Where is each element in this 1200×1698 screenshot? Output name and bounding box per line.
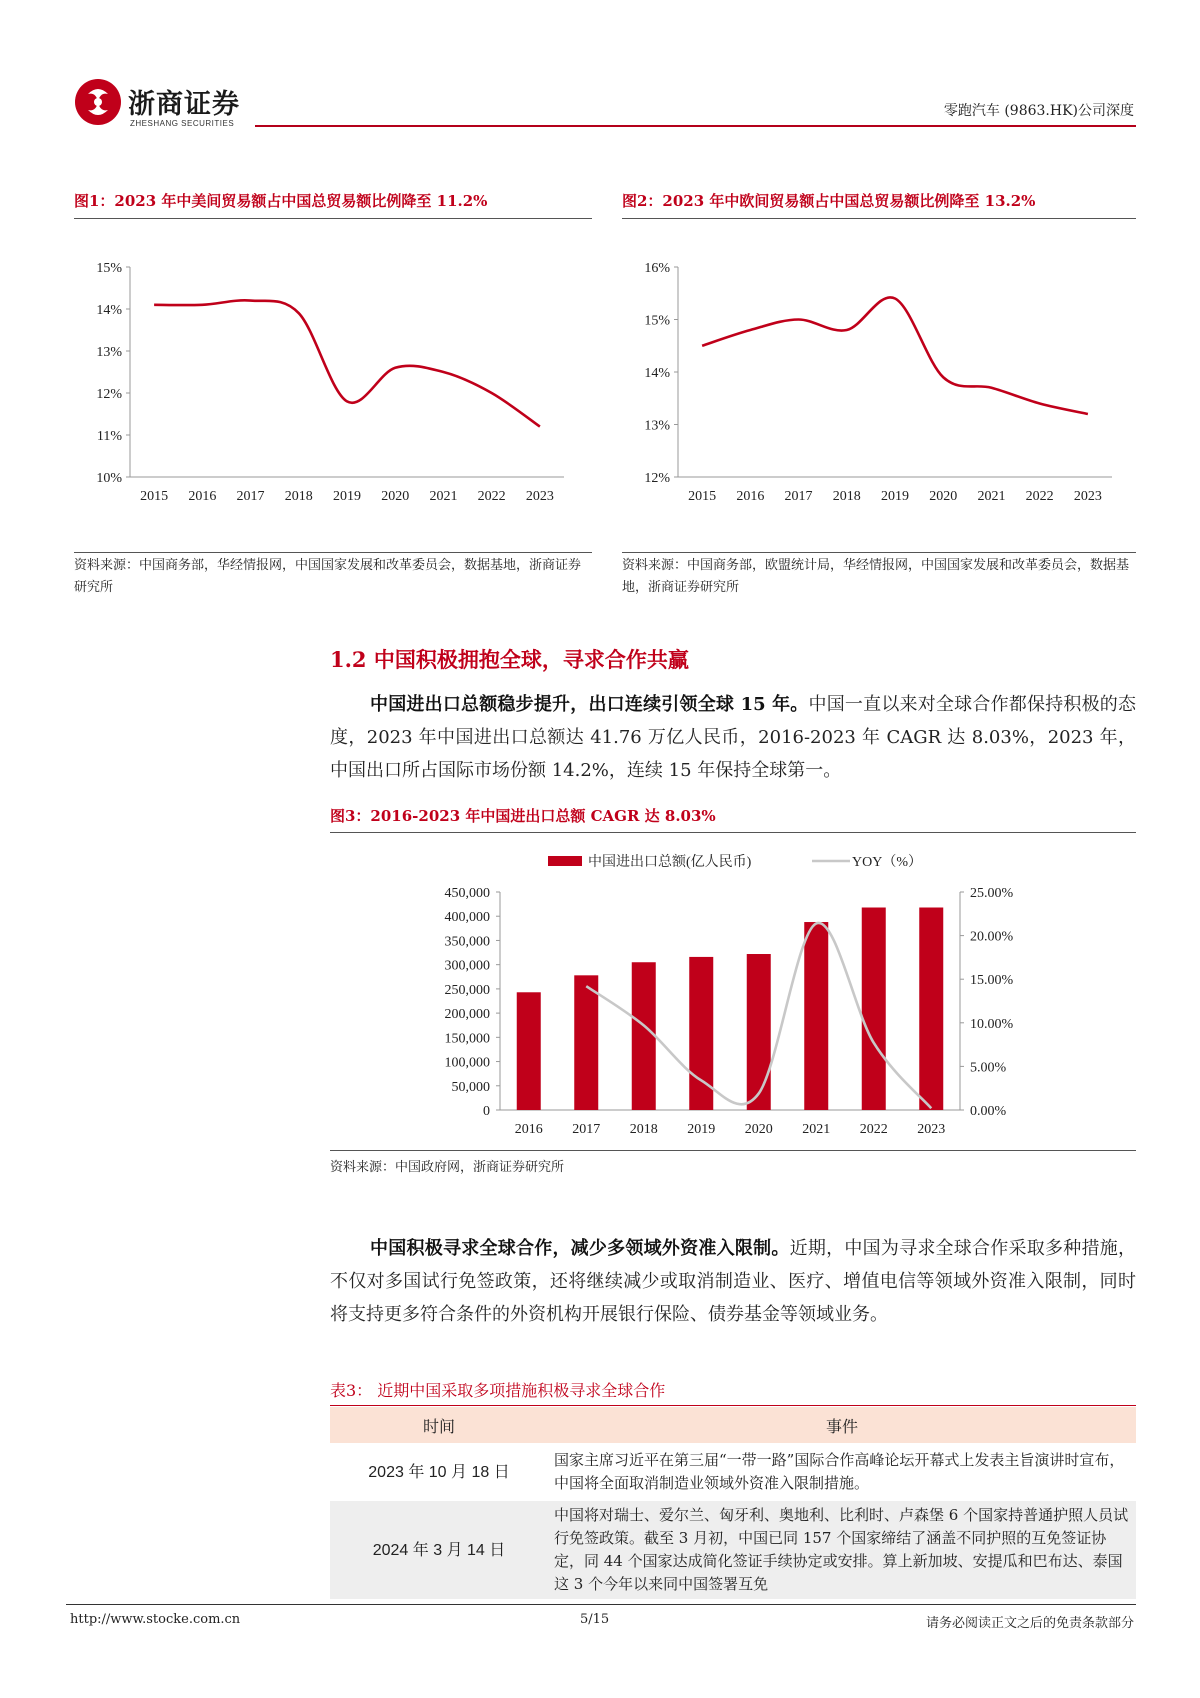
fig2-x-tick-label: 2016 bbox=[736, 489, 765, 504]
fig3-x-tick-label: 2019 bbox=[687, 1122, 716, 1136]
fig3-right-tick-label: 0.00% bbox=[970, 1104, 1007, 1119]
fig3-legend-bar-label: 中国进出口总额(亿人民币) bbox=[588, 855, 752, 870]
fig3-bar bbox=[517, 992, 541, 1110]
fig1-x-tick-label: 2015 bbox=[140, 489, 169, 504]
table-cell-time: 2023 年 10 月 18 日 bbox=[330, 1443, 548, 1501]
zheshang-logo-icon bbox=[74, 78, 122, 126]
fig3-x-tick-label: 2022 bbox=[859, 1122, 888, 1136]
fig1-x-tick-label: 2020 bbox=[381, 489, 410, 504]
fig1-y-tick-label: 13% bbox=[96, 345, 122, 360]
paragraph-1-text: 中国一直以来对全球合作都保持积极的态度，2023 年中国进出口总额达 41.76 万亿人民币，2016-2023 年 CAGR 达 8.03%，2023 年，中国出口所占国际市场份额 14.2%，连续 15 年保持全球第一。 bbox=[330, 694, 1136, 781]
fig1-title: 图1：2023 年中美间贸易额占中国总贸易额比例降至 11.2% bbox=[74, 192, 488, 210]
fig3-left-tick-label: 300,000 bbox=[444, 958, 490, 974]
brand-name-cn: 浙商证券 bbox=[128, 89, 240, 120]
fig1-y-tick-label: 11% bbox=[96, 429, 122, 444]
fig3-title: 图3：2016-2023 年中国进出口总额 CAGR 达 8.03% bbox=[330, 807, 716, 825]
fig3-right-tick-label: 15.00% bbox=[970, 973, 1014, 989]
fig2-y-tick-label: 13% bbox=[644, 418, 670, 434]
fig3-left-tick-label: 450,000 bbox=[444, 886, 490, 901]
fig2-line-chart bbox=[622, 255, 1136, 515]
fig3-left-tick-label: 150,000 bbox=[444, 1031, 490, 1047]
events-table bbox=[330, 1407, 1136, 1599]
fig2-x-tick-label: 2023 bbox=[1073, 489, 1102, 504]
table-row bbox=[330, 1443, 1136, 1501]
table3-top-rule bbox=[330, 1405, 1136, 1406]
fig2-x-tick-label: 2022 bbox=[1025, 489, 1054, 504]
section-title: 1.2 中国积极拥抱全球，寻求合作共赢 bbox=[330, 647, 689, 672]
fig3-right-tick-label: 20.00% bbox=[970, 929, 1014, 945]
fig3-left-tick-label: 400,000 bbox=[444, 910, 490, 926]
fig2-y-tick-label: 16% bbox=[644, 261, 670, 276]
fig1-bottom-rule bbox=[74, 552, 592, 553]
page-number: 5/15 bbox=[580, 1612, 610, 1627]
footer-divider bbox=[66, 1604, 1136, 1605]
fig3-bar bbox=[804, 922, 828, 1110]
fig2-y-tick-label: 12% bbox=[644, 471, 670, 486]
table-cell-time: 2024 年 3 月 14 日 bbox=[330, 1501, 548, 1599]
fig3-left-tick-label: 50,000 bbox=[451, 1079, 490, 1095]
fig1-x-tick-label: 2019 bbox=[333, 489, 361, 504]
fig3-legend-line-label: YOY（%） bbox=[852, 855, 922, 870]
fig2-y-tick-label: 15% bbox=[644, 313, 670, 329]
fig1-y-tick-label: 12% bbox=[96, 387, 122, 402]
fig2-x-tick-label: 2018 bbox=[832, 489, 861, 504]
table-header-event: 事件 bbox=[548, 1407, 1136, 1443]
brand-name-en: ZHESHANG SECURITIES bbox=[130, 119, 235, 128]
fig3-bottom-rule bbox=[330, 1150, 1136, 1151]
fig1-x-tick-label: 2017 bbox=[236, 489, 265, 504]
table-cell-event: 国家主席习近平在第三届“一带一路”国际合作高峰论坛开幕式上发表主旨演讲时宣布，中国将全面取消制造业领域外资准入限制措施。 bbox=[548, 1443, 1136, 1501]
fig1-x-tick-label: 2018 bbox=[284, 489, 313, 504]
fig3-left-tick-label: 350,000 bbox=[444, 934, 490, 950]
fig2-x-tick-label: 2015 bbox=[688, 489, 717, 504]
fig3-bar bbox=[574, 975, 598, 1110]
fig2-y-tick-label: 14% bbox=[644, 366, 670, 381]
fig3-x-tick-label: 2023 bbox=[917, 1122, 946, 1136]
fig1-series-line bbox=[154, 300, 540, 426]
fig3-source: 资料来源：中国政府网，浙商证券研究所 bbox=[330, 1160, 565, 1175]
fig3-right-tick-label: 25.00% bbox=[970, 886, 1014, 901]
fig3-bar bbox=[747, 954, 771, 1110]
fig2-x-tick-label: 2019 bbox=[881, 489, 909, 504]
fig3-x-tick-label: 2018 bbox=[629, 1122, 658, 1136]
fig3-left-tick-label: 250,000 bbox=[444, 982, 490, 998]
fig1-y-tick-label: 10% bbox=[96, 471, 122, 486]
paragraph-2-lead: 中国积极寻求全球合作，减少多领域外资准入限制。 bbox=[370, 1238, 790, 1259]
fig3-x-tick-label: 2016 bbox=[514, 1122, 543, 1136]
fig3-x-tick-label: 2021 bbox=[802, 1122, 831, 1136]
fig1-x-tick-label: 2022 bbox=[477, 489, 506, 504]
fig2-x-tick-label: 2021 bbox=[977, 489, 1006, 504]
fig2-x-tick-label: 2017 bbox=[784, 489, 813, 504]
table-row bbox=[330, 1501, 1136, 1599]
fig2-series-line bbox=[702, 297, 1088, 414]
report-title: 零跑汽车 (9863.HK)公司深度 bbox=[943, 103, 1134, 119]
table3-title: 表3： 近期中国采取多项措施积极寻求全球合作 bbox=[330, 1381, 666, 1400]
fig1-x-tick-label: 2016 bbox=[188, 489, 217, 504]
table-header-time: 时间 bbox=[330, 1407, 548, 1443]
fig3-bar bbox=[632, 962, 656, 1110]
fig1-x-tick-label: 2021 bbox=[429, 489, 458, 504]
fig2-bottom-rule bbox=[622, 552, 1136, 553]
fig3-left-tick-label: 100,000 bbox=[444, 1055, 490, 1071]
footer-disclaimer: 请务必阅读正文之后的免责条款部分 bbox=[925, 1616, 1134, 1631]
fig1-y-tick-label: 14% bbox=[96, 303, 122, 318]
fig3-left-tick-label: 0 bbox=[483, 1104, 490, 1119]
table-cell-event: 中国将对瑞士、爱尔兰、匈牙利、奥地利、比利时、卢森堡 6 个国家持普通护照人员试行免签政策。截至 3 月初，中国已同 157 个国家缔结了涵盖不同护照的互免签证协定，同 44 个国家达成简化签证手续协定或安排。算上新加坡、安提瓜和巴布达、泰国这 3 个今年以来同中国签署互免 bbox=[548, 1501, 1136, 1599]
table-header-row bbox=[330, 1407, 1136, 1443]
section-paragraph-2 bbox=[330, 1232, 1136, 1331]
fig3-legend-bar-swatch bbox=[548, 856, 582, 866]
fig1-source: 资料来源：中国商务部，华经情报网，中国国家发展和改革委员会，数据基地，浙商证券研究所 bbox=[74, 558, 582, 595]
fig1-x-tick-label: 2023 bbox=[525, 489, 554, 504]
fig3-bar bbox=[862, 908, 886, 1110]
fig2-source: 资料来源：中国商务部，欧盟统计局，华经情报网，中国国家发展和改革委员会，数据基地，浙商证券研究所 bbox=[622, 558, 1130, 595]
fig3-bar-chart bbox=[330, 836, 1136, 1136]
fig2-title: 图2：2023 年中欧间贸易额占中国总贸易额比例降至 13.2% bbox=[622, 192, 1036, 210]
fig3-top-rule bbox=[330, 832, 1136, 833]
paragraph-1-lead: 中国进出口总额稳步提升，出口连续引领全球 15 年。 bbox=[370, 694, 809, 715]
fig1-top-rule bbox=[74, 218, 592, 219]
fig3-right-tick-label: 5.00% bbox=[970, 1060, 1007, 1076]
fig1-y-tick-label: 15% bbox=[96, 261, 122, 276]
fig1-line-chart bbox=[74, 255, 592, 515]
fig3-right-tick-label: 10.00% bbox=[970, 1016, 1014, 1032]
footer-url[interactable]: http://www.stocke.com.cn bbox=[70, 1612, 241, 1627]
section-paragraph-1 bbox=[330, 688, 1136, 787]
fig2-top-rule bbox=[622, 218, 1136, 219]
fig3-x-tick-label: 2020 bbox=[744, 1122, 773, 1136]
header-divider bbox=[255, 125, 1136, 127]
fig3-x-tick-label: 2017 bbox=[572, 1122, 601, 1136]
fig3-left-tick-label: 200,000 bbox=[444, 1007, 490, 1023]
fig2-x-tick-label: 2020 bbox=[929, 489, 958, 504]
fig3-bar bbox=[919, 908, 943, 1110]
paragraph-2-text: 近期，中国为寻求全球合作采取多种措施，不仅对多国试行免签政策，还将继续减少或取消制造业、医疗、增值电信等领域外资准入限制，同时将支持更多符合条件的外资机构开展银行保险、债券基金等领域业务。 bbox=[330, 1238, 1136, 1325]
